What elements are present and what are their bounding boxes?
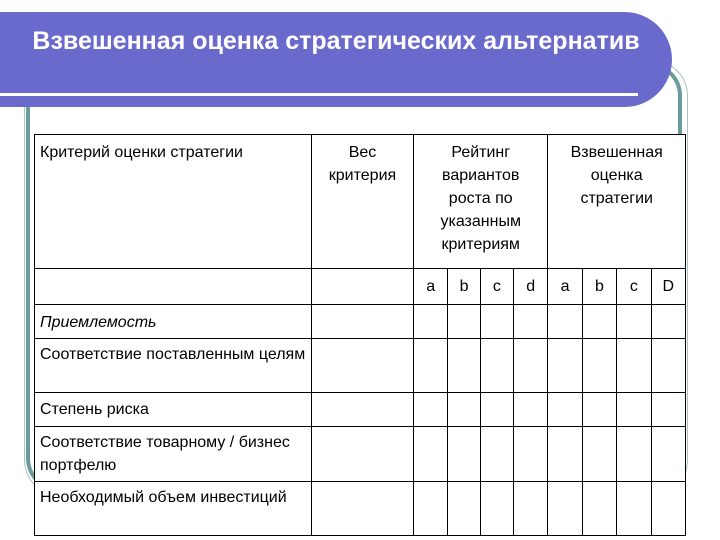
table-cell — [480, 482, 513, 536]
table-cell — [414, 305, 448, 339]
subheader-rating-a: a — [414, 269, 448, 305]
table-cell — [514, 339, 548, 393]
subheader-rating-b: b — [448, 269, 480, 305]
table-cell — [448, 339, 480, 393]
table-cell — [311, 339, 413, 393]
table-row — [35, 393, 686, 427]
table-cell — [448, 427, 480, 482]
table-subheader-row — [35, 269, 686, 305]
table-cell — [548, 393, 582, 427]
table-cell — [548, 427, 582, 482]
title-underline — [0, 93, 638, 96]
table-cell — [480, 427, 513, 482]
header-criterion: Критерий оценки стратегии — [35, 135, 312, 269]
table-row — [35, 482, 686, 536]
row-label: Степень риска — [35, 393, 312, 427]
slide-title: Взвешенная оценка стратегических альтернатив — [32, 27, 640, 55]
table-cell — [311, 427, 413, 482]
table-cell — [448, 393, 480, 427]
row-label: Приемлемость — [35, 305, 312, 339]
table-cell — [514, 305, 548, 339]
table-cell — [582, 482, 616, 536]
evaluation-table — [34, 134, 686, 536]
subheader-empty — [311, 269, 413, 305]
table-cell — [548, 305, 582, 339]
table-cell — [582, 305, 616, 339]
table-cell — [651, 339, 685, 393]
subheader-weighted-b: b — [582, 269, 616, 305]
header-rating: Рейтинг вариантов роста по указанным критериям — [414, 135, 548, 269]
table-cell — [480, 305, 513, 339]
row-label: Соответствие поставленным целям — [35, 339, 312, 393]
header-weighted: Взвешенная оценка стратегии — [548, 135, 686, 269]
subheader-empty — [35, 269, 312, 305]
row-label: Необходимый объем инвестиций — [35, 482, 312, 536]
subheader-weighted-d: D — [651, 269, 685, 305]
subheader-weighted-a: a — [548, 269, 582, 305]
table-cell — [582, 427, 616, 482]
table-cell — [582, 393, 616, 427]
table-cell — [480, 339, 513, 393]
table-header-row — [35, 135, 686, 269]
table-cell — [617, 339, 651, 393]
header-weight: Вес критерия — [311, 135, 413, 269]
table-cell — [651, 482, 685, 536]
table-cell — [311, 305, 413, 339]
table-cell — [651, 393, 685, 427]
table-cell — [480, 393, 513, 427]
table-cell — [651, 427, 685, 482]
table-cell — [414, 339, 448, 393]
table-row — [35, 339, 686, 393]
table-cell — [548, 339, 582, 393]
table-cell — [582, 339, 616, 393]
table-cell — [548, 482, 582, 536]
table-cell — [414, 482, 448, 536]
table-row — [35, 427, 686, 482]
table-cell — [311, 482, 413, 536]
table-cell — [448, 482, 480, 536]
table-cell — [514, 393, 548, 427]
table-cell — [514, 482, 548, 536]
subheader-rating-d: d — [514, 269, 548, 305]
subheader-weighted-c: c — [617, 269, 651, 305]
table-cell — [311, 393, 413, 427]
row-label: Соответствие товарному / бизнес портфелю — [35, 427, 312, 482]
table-cell — [414, 393, 448, 427]
subheader-rating-c: c — [480, 269, 513, 305]
table-cell — [617, 482, 651, 536]
table-cell — [651, 305, 685, 339]
table-cell — [514, 427, 548, 482]
table-cell — [617, 427, 651, 482]
table-row — [35, 305, 686, 339]
table-cell — [617, 393, 651, 427]
table-cell — [617, 305, 651, 339]
table-cell — [448, 305, 480, 339]
table-cell — [414, 427, 448, 482]
